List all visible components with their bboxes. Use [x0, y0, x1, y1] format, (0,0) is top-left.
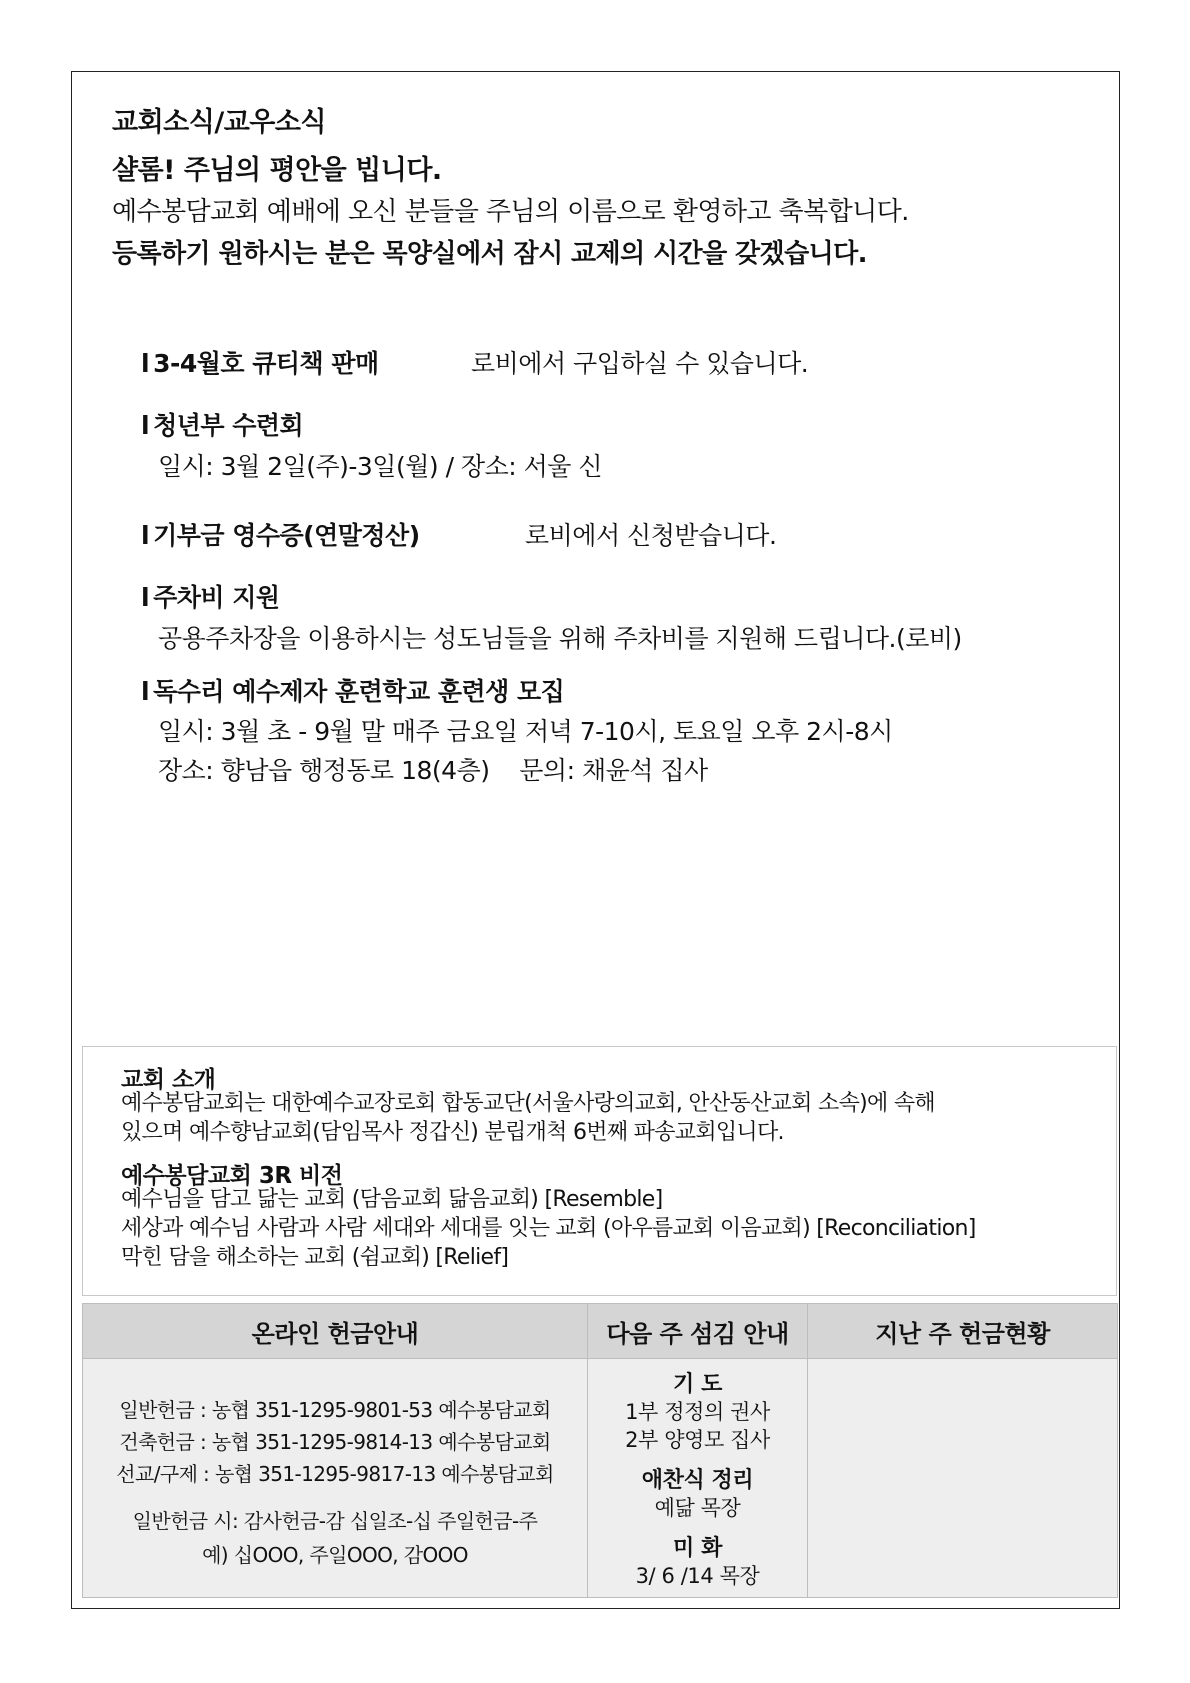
news-item-2-title	[141, 406, 303, 442]
service-clean-title: 미 화	[673, 1536, 722, 1561]
intro-line-2: 있으며 예수향남교회(담임목사 정갑신) 분립개척 6번째 파송교회입니다.	[121, 1120, 784, 1145]
news-title-text: 기부금 영수증(연말정산)	[153, 521, 420, 550]
giving-table-header-row	[83, 1304, 1118, 1359]
news-item-4-line-1: 공용주차장을 이용하시는 성도님들을 위해 주차비를 지원해 드립니다.(로비)	[158, 624, 962, 653]
news-title-text: 주차비 지원	[153, 583, 280, 612]
news-item-3-title	[141, 516, 420, 552]
online-giving-cell	[83, 1359, 588, 1598]
vision-title: 예수봉담교회 3R 비전	[121, 1163, 343, 1189]
bullet-bar: l	[141, 521, 150, 550]
service-prayer-title: 기 도	[673, 1372, 722, 1397]
bullet-bar: l	[141, 349, 150, 378]
service-clean-line-1: 3/ 6 /14 목장	[635, 1564, 760, 1588]
register-notice: 등록하기 원하시는 분은 목양실에서 잠시 교제의 시간을 갖겠습니다.	[112, 239, 867, 269]
intro-line-1: 예수봉담교회는 대한예수교장로회 합동교단(서울사랑의교회, 안산동산교회 소속)에 속해	[121, 1091, 935, 1116]
news-item-5-line-1: 일시: 3월 초 - 9월 말 매주 금요일 저녁 7-10시, 토요일 오후 2시-8시	[158, 717, 893, 746]
news-title-text: 독수리 예수제자 훈련학교 훈련생 모집	[153, 677, 565, 706]
news-item-3-text: 로비에서 신청받습니다.	[525, 521, 777, 550]
vision-line-3: 막힌 담을 해소하는 교회 (쉼교회) [Relief]	[121, 1245, 509, 1270]
bullet-bar: l	[141, 411, 150, 440]
giving-table-body-row	[83, 1359, 1118, 1598]
greeting: 샬롬! 주님의 평안을 빕니다.	[112, 155, 442, 186]
giving-table	[82, 1303, 1118, 1598]
intro-title: 교회 소개	[121, 1067, 216, 1093]
vision-line-1: 예수님을 담고 닮는 교회 (담음교회 닮음교회) [Resemble]	[121, 1187, 663, 1212]
news-item-1-text: 로비에서 구입하실 수 있습니다.	[471, 349, 809, 378]
last-week-offering-cell	[808, 1359, 1118, 1598]
welcome-text: 예수봉담교회 예배에 오신 분들을 주님의 이름으로 환영하고 축복합니다.	[112, 197, 909, 227]
account-mission: 선교/구제 : 농협 351-1295-9817-13 예수봉담교회	[116, 1462, 554, 1486]
header-next-week-service: 다음 주 섬김 안내	[588, 1304, 808, 1359]
header-online-giving: 온라인 헌금안내	[83, 1304, 588, 1359]
church-intro-box	[82, 1046, 1117, 1296]
giving-note-line-2: 예) 십OOO, 주일OOO, 감OOO	[202, 1543, 468, 1567]
news-item-5-line-2: 장소: 향남읍 행정동로 18(4층) 문의: 채윤석 집사	[158, 756, 708, 785]
bullet-bar: l	[141, 583, 150, 612]
header-last-week-offering: 지난 주 헌금현황	[808, 1304, 1118, 1359]
giving-note-line-1: 일반헌금 시: 감사헌금-감 십일조-십 주일헌금-주	[132, 1509, 538, 1533]
vision-line-2: 세상과 예수님 사람과 사람 세대와 세대를 잇는 교회 (아우름교회 이음교회) [Reconciliation]	[121, 1216, 976, 1241]
bullet-bar: l	[141, 677, 150, 706]
news-item-5-title	[141, 672, 564, 708]
service-prayer-line-2: 2부 양영모 집사	[625, 1428, 770, 1452]
service-prayer-line-1: 1부 정정의 권사	[625, 1400, 770, 1424]
news-title-text: 3-4월호 큐티책 판매	[153, 349, 379, 378]
account-building: 건축헌금 : 농협 351-1295-9814-13 예수봉담교회	[119, 1430, 551, 1454]
news-item-1-title	[141, 344, 379, 380]
section-title: 교회소식/교우소식	[112, 107, 327, 138]
news-item-2-line-1: 일시: 3월 2일(주)-3일(월) / 장소: 서울 신	[158, 452, 603, 481]
service-meal-title: 애찬식 정리	[641, 1468, 754, 1493]
news-title-text: 청년부 수련회	[153, 411, 304, 440]
news-item-4-title	[141, 578, 280, 614]
service-cell	[588, 1359, 808, 1598]
service-meal-line-1: 예닮 목장	[654, 1496, 741, 1520]
account-general: 일반헌금 : 농협 351-1295-9801-53 예수봉담교회	[119, 1398, 551, 1422]
